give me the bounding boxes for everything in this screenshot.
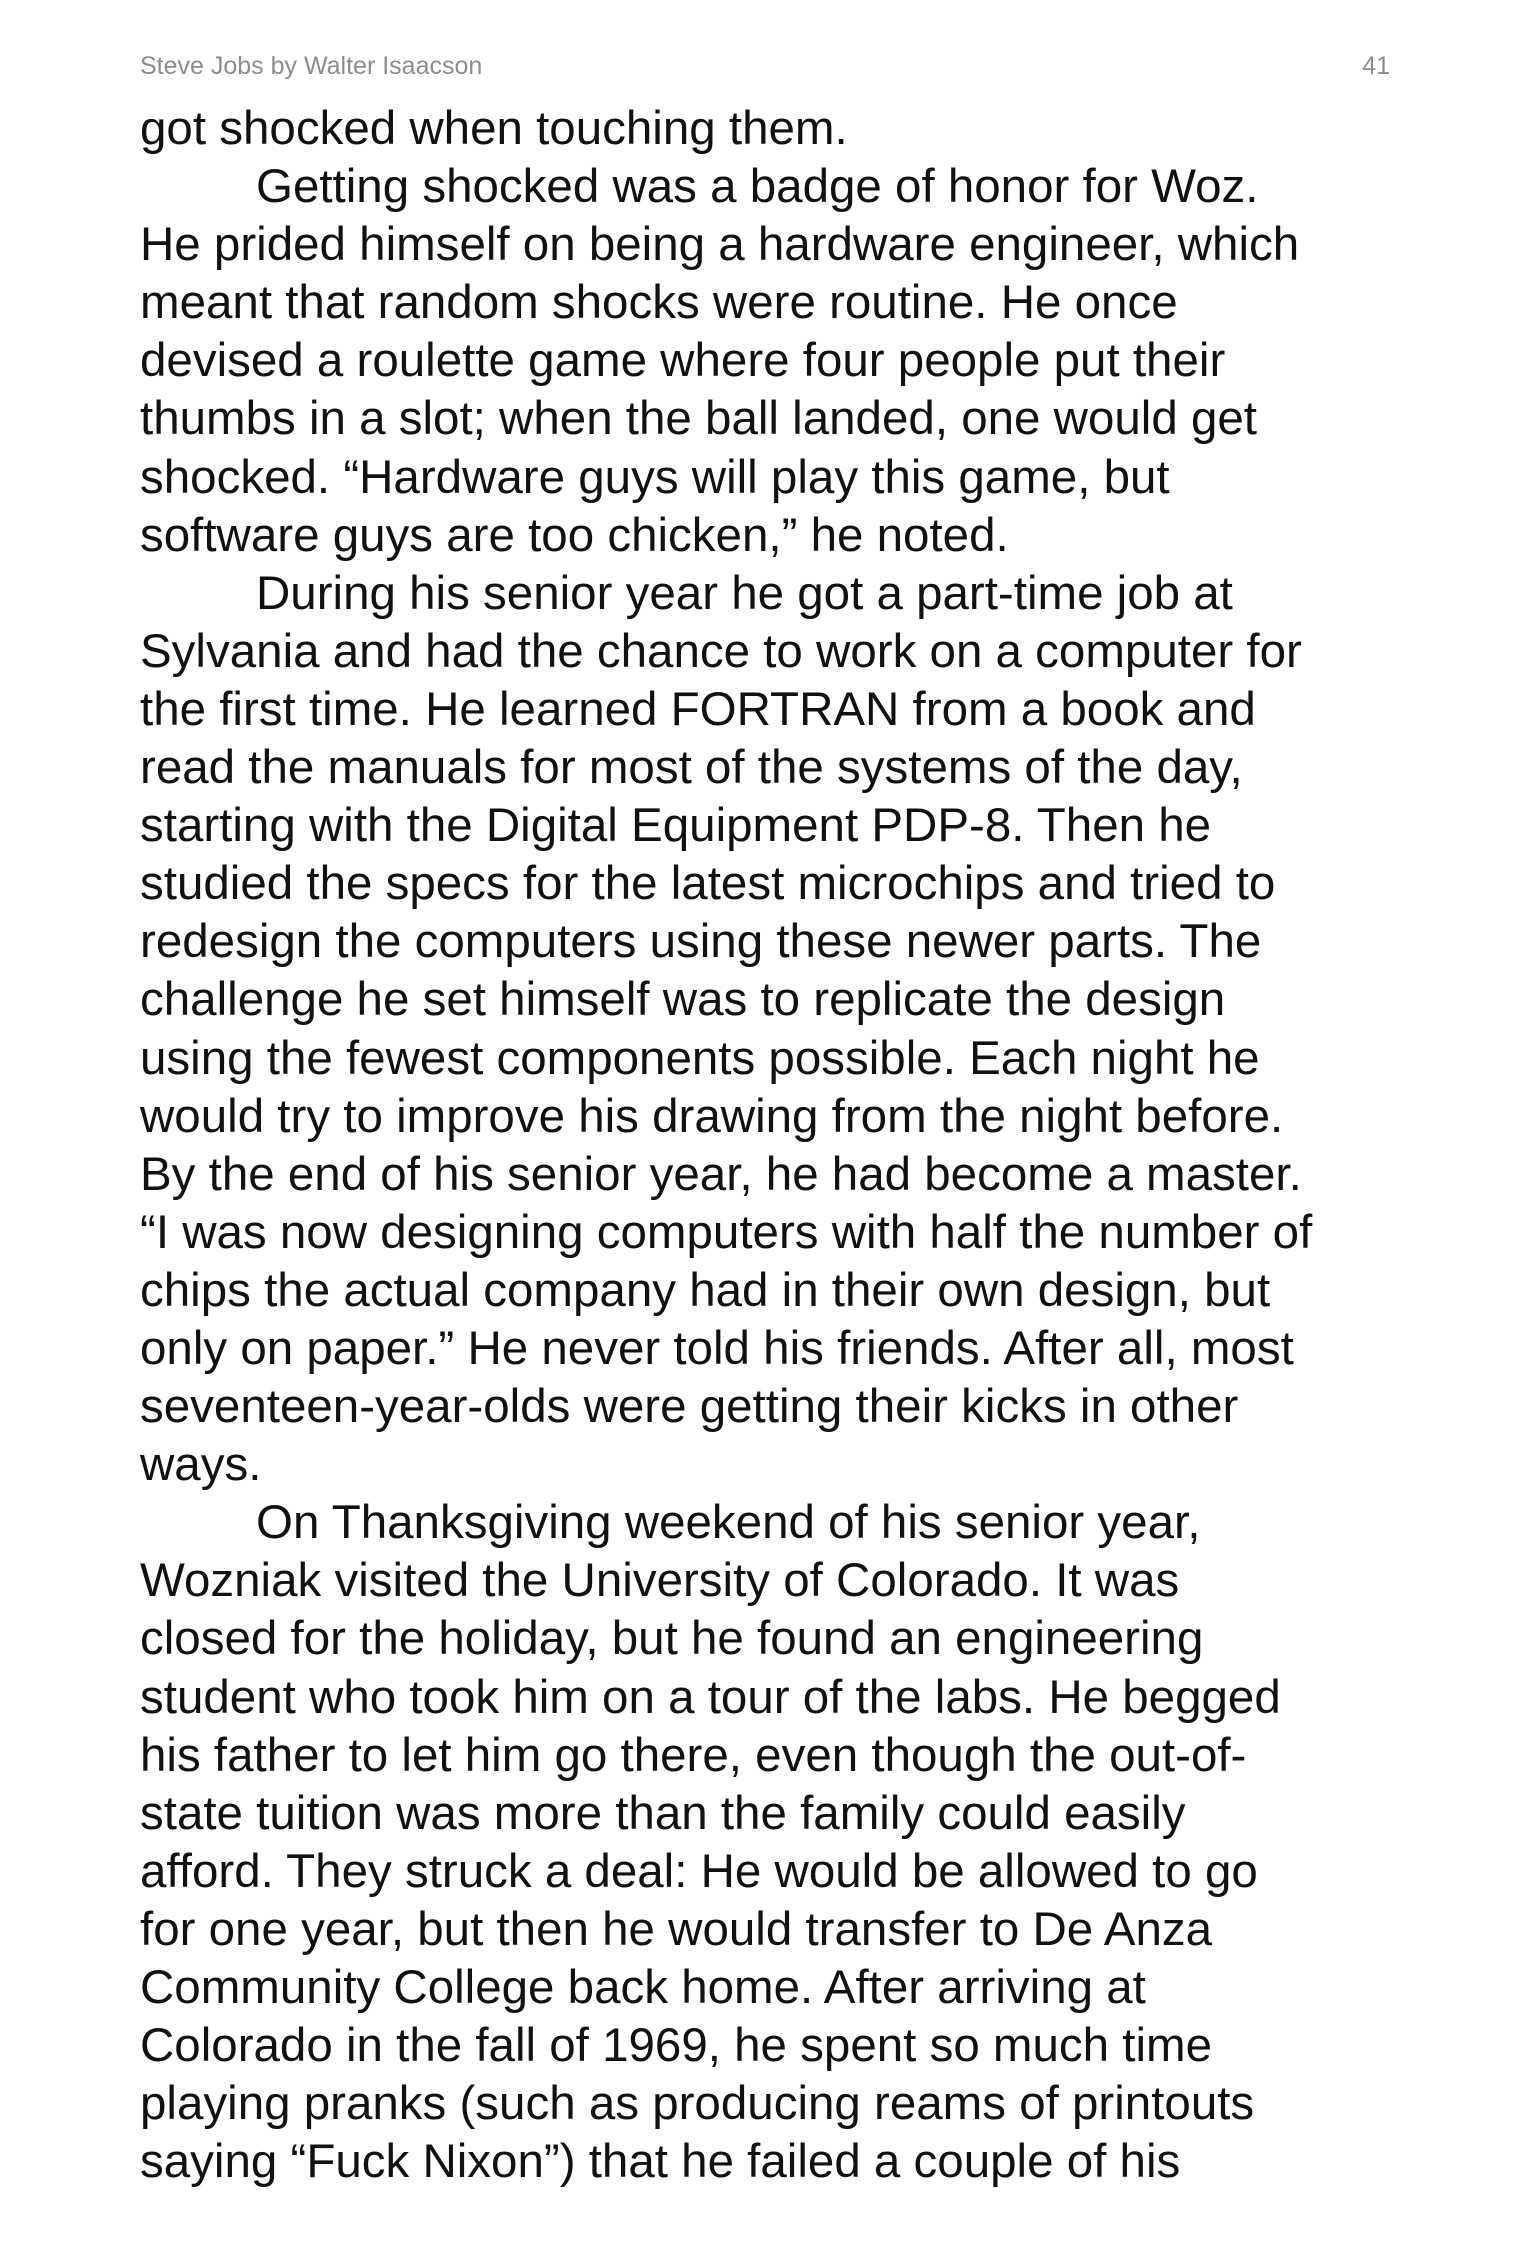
text-line: thumbs in a slot; when the ball landed, one would get [140, 392, 1257, 446]
text-line: closed for the holiday, but he found an engineering [140, 1612, 1204, 1666]
text-line: redesign the computers using these newer parts. The [140, 915, 1262, 969]
body-text [140, 100, 1400, 2191]
text-line: seventeen-year-olds were getting their kicks in other [140, 1380, 1239, 1434]
text-line: ways. [140, 1438, 262, 1492]
text-line: “I was now designing computers with half the number of [140, 1205, 1313, 1259]
text-line: saying “Fuck Nixon”) that he failed a couple of his [140, 2135, 1181, 2189]
text-line: Colorado in the fall of 1969, he spent so much time [140, 2019, 1213, 2073]
text-line: the first time. He learned FORTRAN from a book and [140, 682, 1256, 736]
text-line: would try to improve his drawing from the night before. [140, 1089, 1284, 1143]
text-line: using the fewest components possible. Each night he [140, 1031, 1260, 1085]
text-line: studied the specs for the latest microchips and tried to [140, 857, 1276, 911]
running-header [140, 48, 1390, 84]
text-line: Wozniak visited the University of Colorado. It was [140, 1554, 1180, 1608]
text-line: starting with the Digital Equipment PDP-8. Then he [140, 799, 1212, 853]
text-line: playing pranks (such as producing reams of printouts [140, 2077, 1255, 2131]
text-line: During his senior year he got a part-time job at [256, 566, 1233, 620]
text-line: student who took him on a tour of the labs. He begged [140, 1670, 1281, 1724]
text-line: state tuition was more than the family could easily [140, 1786, 1186, 1840]
text-line: On Thanksgiving weekend of his senior year, [256, 1496, 1201, 1550]
text-line: read the manuals for most of the systems of the day, [140, 741, 1243, 795]
text-line: chips the actual company had in their own design, but [140, 1263, 1271, 1317]
page-number: 41 [1362, 52, 1390, 80]
text-line: Getting shocked was a badge of honor for Woz. [256, 160, 1259, 214]
text-line: Community College back home. After arriving at [140, 1961, 1146, 2014]
text-line: software guys are too chicken,” he noted. [140, 508, 1009, 562]
text-line: Sylvania and had the chance to work on a computer for [140, 624, 1302, 678]
text-line: for one year, but then he would transfer to De Anza [140, 1902, 1213, 1956]
text-line: devised a roulette game where four people put their [140, 334, 1226, 388]
text-line: By the end of his senior year, he had become a master. [140, 1147, 1302, 1201]
text-line: meant that random shocks were routine. He once [140, 276, 1178, 330]
text-line: only on paper.” He never told his friends. After all, most [140, 1321, 1294, 1375]
text-line: his father to let him go there, even though the out-of- [140, 1728, 1247, 1782]
text-line: afford. They struck a deal: He would be allowed to go [140, 1844, 1258, 1898]
text-line: got shocked when touching them. [140, 102, 848, 155]
text-line: shocked. “Hardware guys will play this game, but [140, 450, 1170, 504]
text-line: He prided himself on being a hardware engineer, which [140, 218, 1300, 272]
text-line: challenge he set himself was to replicate the design [140, 973, 1226, 1027]
book-title: Steve Jobs by Walter Isaacson [140, 52, 483, 80]
